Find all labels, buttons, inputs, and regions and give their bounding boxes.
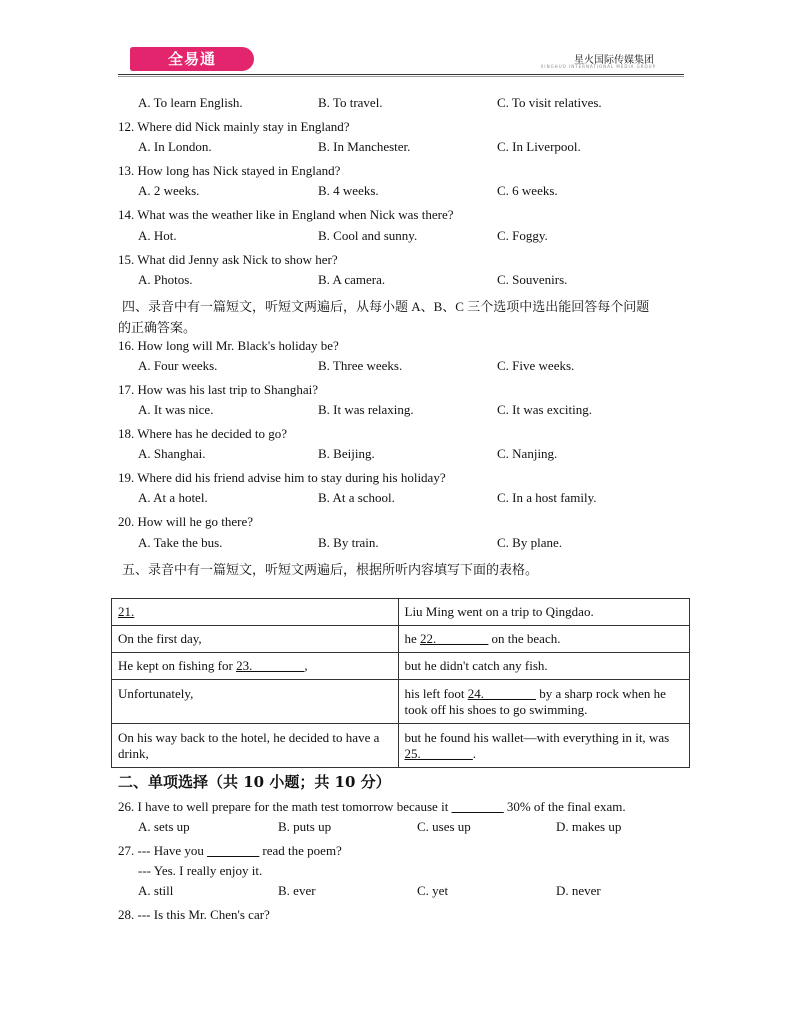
- table-cell: [112, 653, 399, 680]
- org-name: 星火国际传媒集团: [574, 55, 654, 66]
- q17-option-c: C. It was exciting.: [497, 402, 592, 417]
- q27-option-a: A. still: [138, 883, 174, 898]
- blank-21: 21.: [118, 604, 135, 619]
- q15-option-a: A. Photos.: [138, 272, 193, 287]
- question-14: 14. What was the weather like in England when Nick was there?: [118, 207, 454, 222]
- q13-option-a: A. 2 weeks.: [138, 183, 200, 198]
- part2-title: 二、单项选择（共 10 小题；共 10 分）: [118, 773, 391, 791]
- blank-24: 24.________: [467, 685, 536, 701]
- cell-text: ,: [304, 658, 308, 673]
- q26-option-a: A. sets up: [138, 819, 190, 834]
- section4-instruction-cont: 的正确答案。: [118, 320, 197, 335]
- q19-option-a: A. At a hotel.: [138, 490, 208, 505]
- q26-blank: ________: [451, 799, 504, 814]
- q12-option-b: B. In Manchester.: [318, 139, 411, 154]
- question-15: 15. What did Jenny ask Nick to show her?: [118, 252, 338, 267]
- q27-option-c: C. yet: [417, 883, 449, 898]
- org-subtitle: XINGHUO INTERNATIONAL MEDIA GROUP: [540, 64, 656, 69]
- q20-option-b: B. By train.: [318, 535, 379, 550]
- q27-option-d: D. never: [556, 883, 601, 898]
- q26-option-c: C. uses up: [417, 819, 471, 834]
- q18-option-a: A. Shanghai.: [138, 446, 206, 461]
- table-row: [112, 680, 690, 724]
- q27-text-end: read the poem?: [259, 843, 342, 858]
- q26-text: 26. I have to well prepare for the math test tomorrow because it: [118, 799, 452, 814]
- q17-option-a: A. It was nice.: [138, 402, 214, 417]
- q11-option-c: C. To visit relatives.: [497, 95, 602, 110]
- table-cell: [398, 626, 690, 653]
- q20-option-c: C. By plane.: [497, 535, 562, 550]
- q17-option-b: B. It was relaxing.: [318, 402, 414, 417]
- page-header: [118, 44, 684, 76]
- blank-25: 25.________: [404, 745, 473, 761]
- question-26: [118, 799, 626, 815]
- question-19: 19. Where did his friend advise him to stay during his holiday?: [118, 470, 446, 485]
- table-cell: Liu Ming went on a trip to Qingdao.: [398, 599, 690, 626]
- table-row: [112, 599, 690, 626]
- q11-option-a: A. To learn English.: [138, 95, 243, 110]
- table-cell: On the first day,: [112, 626, 399, 653]
- q16-option-b: B. Three weeks.: [318, 358, 403, 373]
- cell-text: on the beach.: [488, 631, 561, 646]
- header-rule-thin: [118, 76, 684, 77]
- q19-option-c: C. In a host family.: [497, 490, 597, 505]
- section5-instruction: 五、录音中有一篇短文，听短文两遍后，根据所听内容填写下面的表格。: [122, 562, 539, 577]
- blank-23: 23.________: [236, 658, 305, 673]
- cell-text: .: [472, 745, 476, 761]
- q13-option-b: B. 4 weeks.: [318, 183, 379, 198]
- q27-option-b: B. ever: [278, 883, 316, 898]
- cell-text: but he found his wallet—with everything in it, was: [404, 729, 670, 745]
- q26-text-end: 30% of the final exam.: [503, 799, 626, 814]
- q26-option-d: D. makes up: [556, 819, 622, 834]
- q19-option-b: B. At a school.: [318, 490, 395, 505]
- table-cell: [112, 599, 399, 626]
- q20-option-a: A. Take the bus.: [138, 535, 223, 550]
- question-12: 12. Where did Nick mainly stay in England?: [118, 119, 350, 134]
- q14-option-a: A. Hot.: [138, 228, 177, 243]
- cell-text: by a sharp rock when he took off his shoes to go swimming.: [404, 685, 666, 717]
- q16-option-c: C. Five weeks.: [497, 358, 575, 373]
- cell-text: his left foot: [404, 685, 468, 701]
- q13-option-c: C. 6 weeks.: [497, 183, 558, 198]
- table-cell: [398, 724, 690, 768]
- question-17: 17. How was his last trip to Shanghai?: [118, 382, 319, 397]
- q27-blank: ________: [207, 843, 260, 858]
- q27-text: 27. --- Have you: [118, 843, 208, 858]
- table-cell: On his way back to the hotel, he decided to have a drink,: [112, 724, 399, 768]
- fill-in-table: [111, 598, 690, 768]
- q12-option-a: A. In London.: [138, 139, 212, 154]
- q14-option-b: B. Cool and sunny.: [318, 228, 418, 243]
- table-cell: [398, 680, 690, 724]
- question-28: 28. --- Is this Mr. Chen's car?: [118, 907, 270, 922]
- q26-option-b: B. puts up: [278, 819, 332, 834]
- brand-logo: 全易通: [130, 47, 254, 71]
- table-cell: Unfortunately,: [112, 680, 399, 724]
- q15-option-c: C. Souvenirs.: [497, 272, 568, 287]
- blank-22: 22.________: [420, 631, 489, 646]
- table-cell: but he didn't catch any fish.: [398, 653, 690, 680]
- question-20: 20. How will he go there?: [118, 514, 254, 529]
- question-13: 13. How long has Nick stayed in England?: [118, 163, 341, 178]
- section4-instruction: 四、录音中有一篇短文，听短文两遍后，从每小题 A、B、C 三个选项中选出能回答每个问题: [122, 299, 650, 314]
- q18-option-c: C. Nanjing.: [497, 446, 558, 461]
- table-row: [112, 626, 690, 653]
- q18-option-b: B. Beijing.: [318, 446, 375, 461]
- q16-option-a: A. Four weeks.: [138, 358, 218, 373]
- cell-text: He kept on fishing for: [118, 658, 237, 673]
- header-rule: [118, 74, 684, 75]
- table-row: [112, 653, 690, 680]
- q15-option-b: B. A camera.: [318, 272, 386, 287]
- question-27: [118, 843, 342, 859]
- table-row: [112, 724, 690, 768]
- cell-text: he: [404, 631, 421, 646]
- q12-option-c: C. In Liverpool.: [497, 139, 581, 154]
- question-16: 16. How long will Mr. Black's holiday be?: [118, 338, 339, 353]
- q11-option-b: B. To travel.: [318, 95, 383, 110]
- question-18: 18. Where has he decided to go?: [118, 426, 288, 441]
- q27-reply: --- Yes. I really enjoy it.: [138, 863, 263, 878]
- q14-option-c: C. Foggy.: [497, 228, 548, 243]
